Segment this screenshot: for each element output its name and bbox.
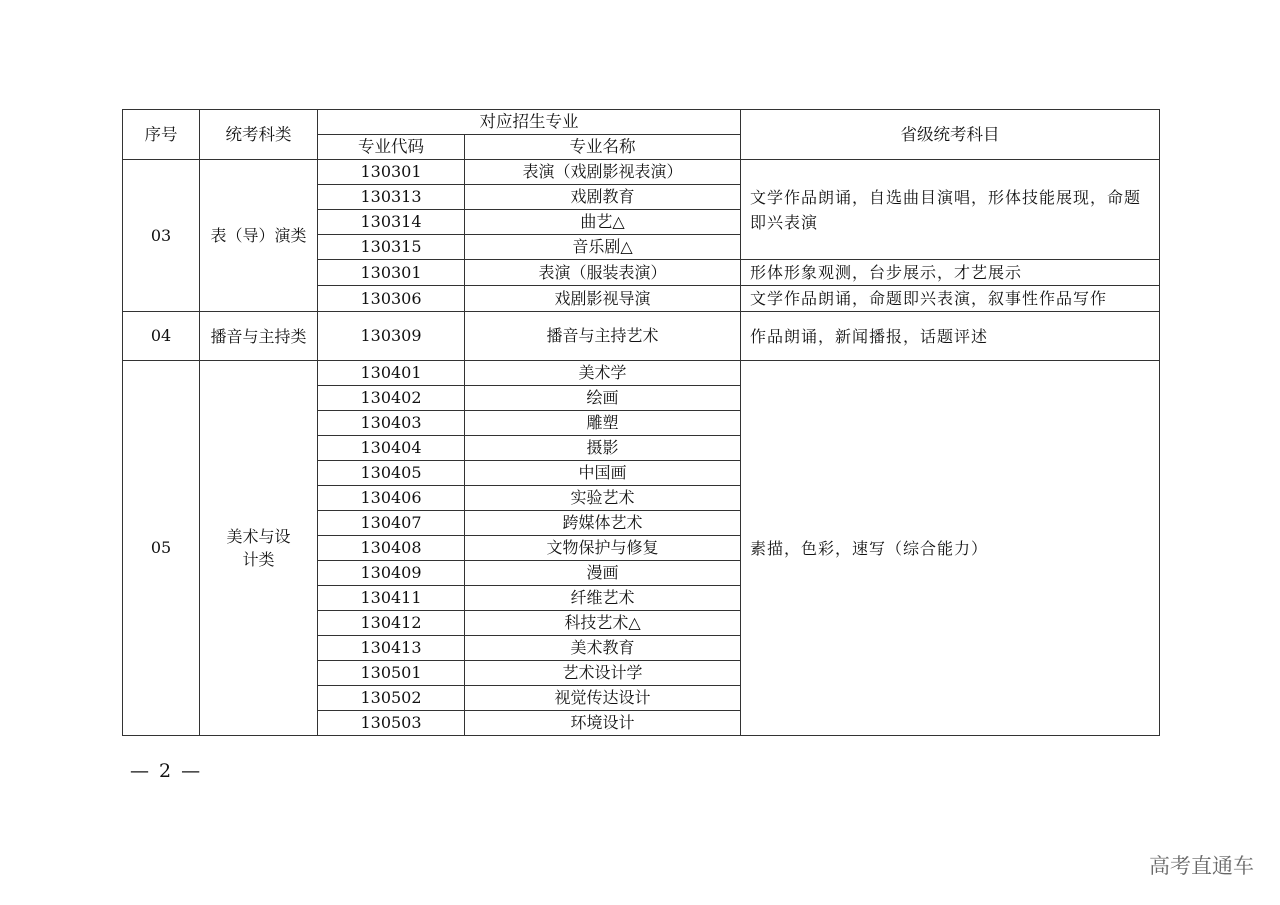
name-cell: 音乐剧△ [465,235,741,260]
seq-cell: 05 [123,361,200,736]
header-seq: 序号 [123,110,200,160]
code-cell: 130407 [318,511,465,536]
code-cell: 130502 [318,686,465,711]
code-cell: 130306 [318,286,465,312]
code-cell: 130501 [318,661,465,686]
subjects-cell: 文学作品朗诵，自选曲目演唱，形体技能展现，命题即兴表演 [741,160,1160,260]
subjects-cell: 素描，色彩，速写（综合能力） [741,361,1160,736]
code-cell: 130413 [318,636,465,661]
code-cell: 130314 [318,210,465,235]
name-cell: 表演（服装表演） [465,260,741,286]
code-cell: 130408 [318,536,465,561]
header-subjects: 省级统考科目 [741,110,1160,160]
name-cell: 中国画 [465,461,741,486]
header-category: 统考科类 [200,110,318,160]
code-cell: 130315 [318,235,465,260]
subjects-cell: 作品朗诵，新闻播报，话题评述 [741,312,1160,361]
category-cell: 美术与设计类 [200,361,318,736]
name-cell: 文物保护与修复 [465,536,741,561]
name-cell: 漫画 [465,561,741,586]
name-cell: 曲艺△ [465,210,741,235]
code-cell: 130409 [318,561,465,586]
code-cell: 130406 [318,486,465,511]
name-cell: 实验艺术 [465,486,741,511]
name-cell: 摄影 [465,436,741,461]
seq-cell: 04 [123,312,200,361]
name-cell: 科技艺术△ [465,611,741,636]
name-cell: 播音与主持艺术 [465,312,741,361]
name-cell: 美术学 [465,361,741,386]
code-cell: 130503 [318,711,465,736]
header-name: 专业名称 [465,135,741,160]
code-cell: 130313 [318,185,465,210]
code-cell: 130301 [318,160,465,185]
header-code: 专业代码 [318,135,465,160]
code-cell: 130301 [318,260,465,286]
code-cell: 130402 [318,386,465,411]
name-cell: 表演（戏剧影视表演） [465,160,741,185]
subjects-cell: 形体形象观测，台步展示，才艺展示 [741,260,1160,286]
code-cell: 130405 [318,461,465,486]
name-cell: 美术教育 [465,636,741,661]
name-cell: 跨媒体艺术 [465,511,741,536]
subjects-cell: 文学作品朗诵，命题即兴表演，叙事性作品写作 [741,286,1160,312]
name-cell: 绘画 [465,386,741,411]
category-cell: 表（导）演类 [200,160,318,312]
category-cell: 播音与主持类 [200,312,318,361]
code-cell: 130412 [318,611,465,636]
name-cell: 环境设计 [465,711,741,736]
name-cell: 纤维艺术 [465,586,741,611]
watermark: 高考直通车 [1149,854,1254,878]
name-cell: 雕塑 [465,411,741,436]
code-cell: 130309 [318,312,465,361]
name-cell: 艺术设计学 [465,661,741,686]
code-cell: 130411 [318,586,465,611]
subject-table [122,109,1160,736]
table-row [123,160,1160,185]
page-number: — 2 — [130,760,203,782]
name-cell: 视觉传达设计 [465,686,741,711]
seq-cell: 03 [123,160,200,312]
code-cell: 130403 [318,411,465,436]
code-cell: 130401 [318,361,465,386]
name-cell: 戏剧教育 [465,185,741,210]
name-cell: 戏剧影视导演 [465,286,741,312]
header-majors-group: 对应招生专业 [318,110,741,135]
code-cell: 130404 [318,436,465,461]
table-row [123,361,1160,386]
table-row [123,312,1160,361]
